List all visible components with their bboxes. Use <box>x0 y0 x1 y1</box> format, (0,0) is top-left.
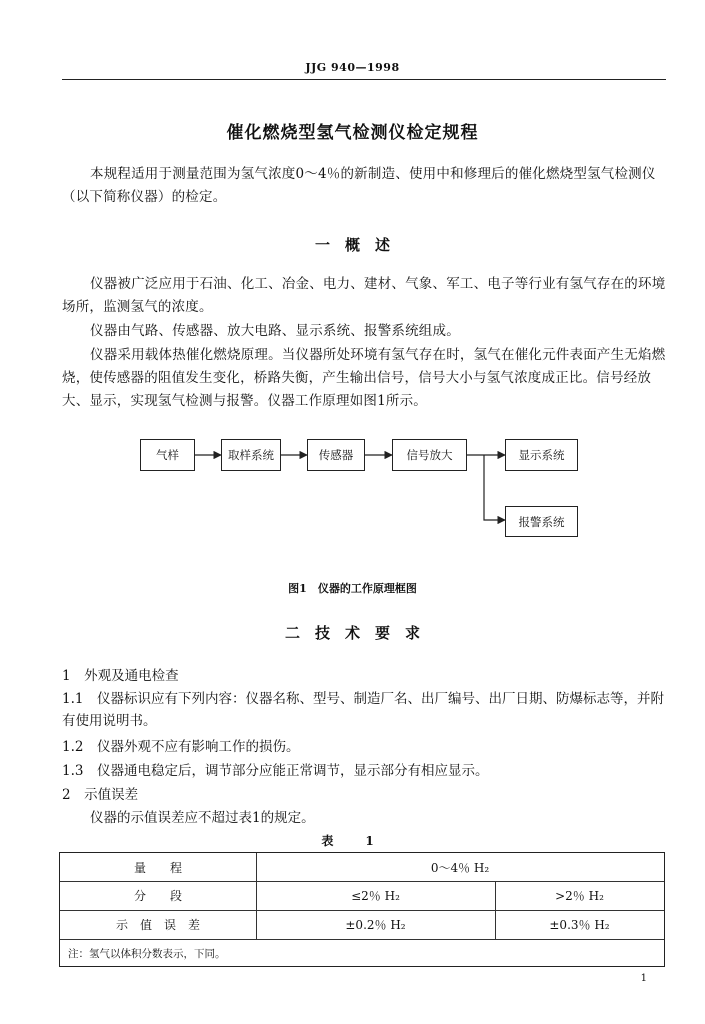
section1-paragraph-1: 仪器被广泛应用于石油、化工、冶金、电力、建材、气象、军工、电子等行业有氢气存在的环境场所，监测氢气的浓度。 <box>62 276 666 315</box>
header-rule <box>62 79 666 80</box>
intro-paragraph: 本规程适用于测量范围为氢气浓度0～4％的新制造、使用中和修理后的催化燃烧型氢气检测仪（以下简称仪器）的检定。 <box>62 166 656 205</box>
box-sensor: 传感器 <box>307 439 365 471</box>
box-sampling-system: 取样系统 <box>221 439 281 471</box>
error-high-cell: ±0.3％ H₂ <box>549 918 610 932</box>
box-alarm-system: 报警系统 <box>505 506 578 537</box>
item-1-2: 1.2 仪器外观不应有影响工作的损伤。 <box>62 739 300 755</box>
standard-code: JJG 940—1998 <box>305 61 400 74</box>
segment-high-cell: >2％ H₂ <box>555 889 604 903</box>
box-display-system: 显示系统 <box>505 439 578 471</box>
box-gas-sample: 气样 <box>140 439 195 471</box>
section1-heading: 一 概 述 <box>314 236 390 254</box>
segment-label-cell: 分 段 <box>133 889 182 903</box>
item-1-1: 1.1 仪器标识应有下列内容：仪器名称、型号、制造厂名、出厂编号、出厂日期、防爆标志等，并附有使用说明书。 <box>62 691 664 729</box>
document-title: 催化燃烧型氢气检测仪检定规程 <box>226 123 479 143</box>
item-1-3: 1.3 仪器通电稳定后，调节部分应能正常调节，显示部分有相应显示。 <box>62 763 489 779</box>
figure-caption: 图1 仪器的工作原理框图 <box>288 582 417 595</box>
section2-heading: 二 技 术 要 求 <box>284 624 420 642</box>
spec-table <box>59 852 665 967</box>
item-2-text: 仪器的示值误差应不超过表1的规定。 <box>90 810 315 826</box>
range-label-cell: 量 程 <box>133 860 182 875</box>
section1-paragraph-3: 仪器采用载体热催化燃烧原理。当仪器所处环境有氢气存在时，氢气在催化元件表面产生无焰燃烧，使传感器的阻值发生变化，桥路失衡，产生输出信号，信号大小与氢气浓度成正比。信号经放大、显示，实现氢气检测与报警。仪器工作原理如图1所示。 <box>62 347 666 409</box>
error-label-cell: 示 值 误 差 <box>115 918 200 932</box>
arrow-amplifier-to-alarm <box>484 455 505 520</box>
table-note: 注：氢气以体积分数表示，下同。 <box>68 947 226 960</box>
item-1: 1 外观及通电检查 <box>62 668 179 684</box>
box-signal-amplifier: 信号放大 <box>392 439 467 471</box>
item-2: 2 示值误差 <box>62 787 139 803</box>
page-number: 1 <box>640 973 647 984</box>
segment-low-cell: ≤2％ H₂ <box>351 889 400 903</box>
range-value-cell: 0～4％ H₂ <box>430 860 490 875</box>
table-label: 表 1 <box>321 834 384 848</box>
error-low-cell: ±0.2％ H₂ <box>345 918 406 932</box>
section1-paragraph-2: 仪器由气路、传感器、放大电路、显示系统、报警系统组成。 <box>90 323 460 339</box>
